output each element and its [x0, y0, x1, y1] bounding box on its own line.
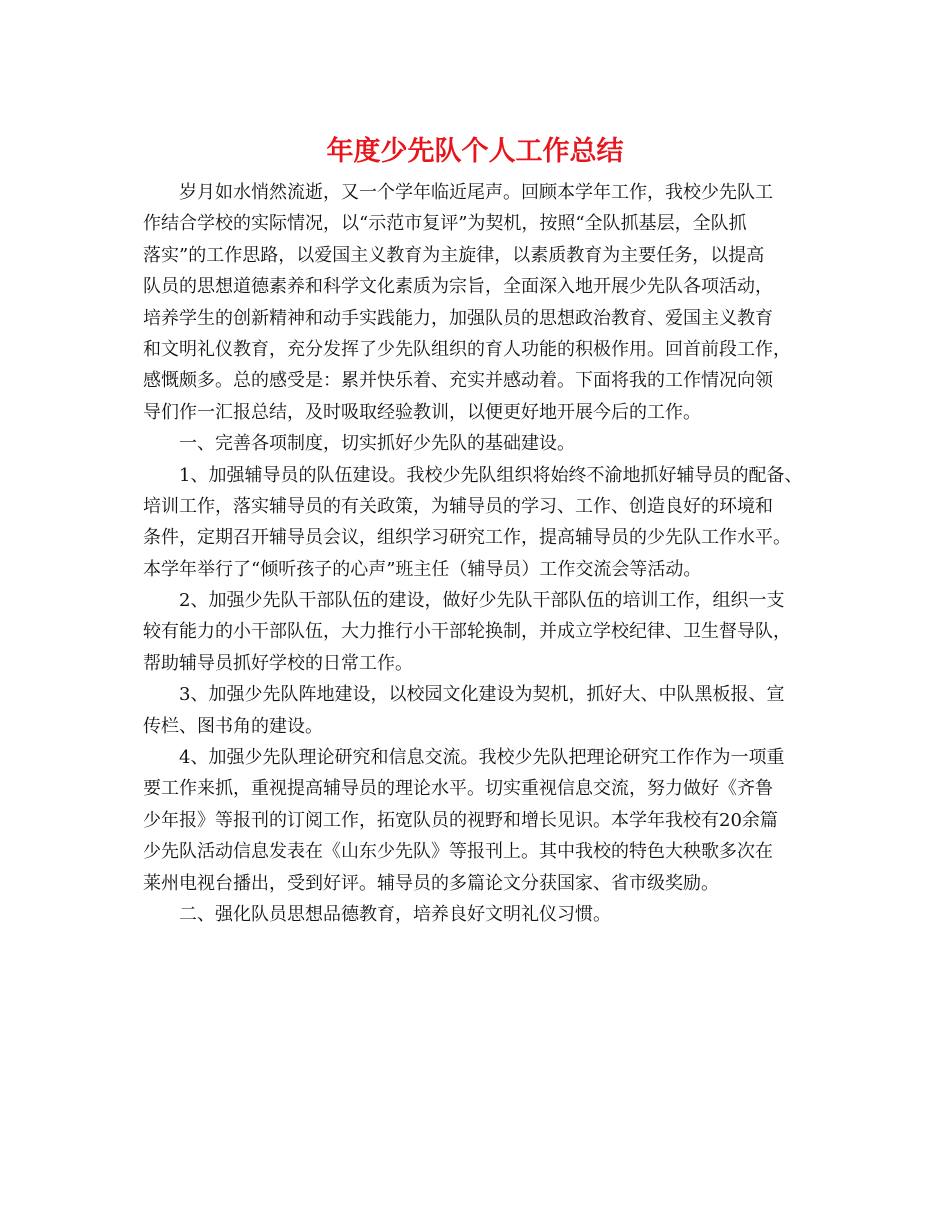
paragraph-line: 培训工作，落实辅导员的有关政策，为辅导员的学习、工作、创造良好的环境和 — [143, 495, 773, 517]
document-title: 年度少先队个人工作总结 — [326, 136, 624, 167]
paragraph-line: 少先队活动信息发表在《山东少先队》等报刊上。其中我校的特色大秧歌多次在 — [143, 841, 773, 863]
paragraph-line: 帮助辅导员抓好学校的日常工作。 — [143, 652, 413, 674]
paragraph-line: 少年报》等报刊的订阅工作，拓宽队员的视野和增长见识。本学年我校有20余篇 — [143, 809, 778, 831]
paragraph-line: 本学年举行了“倾听孩子的心声”班主任（辅导员）工作交流会等活动。 — [143, 558, 702, 580]
paragraph-line: 岁月如水悄然流逝，又一个学年临近尾声。回顾本学年工作，我校少先队工 — [179, 182, 773, 203]
section-heading: 一、完善各项制度，切实抓好少先队的基础建设。 — [179, 433, 575, 455]
paragraph-line: 要工作来抓，重视提高辅导员的理论水平。切实重视信息交流，努力做好《齐鲁 — [143, 778, 773, 800]
paragraph-line: 较有能力的小干部队伍，大力推行小干部轮换制，并成立学校纪律、卫生督导队， — [143, 621, 791, 643]
paragraph-line: 莱州电视台播出，受到好评。辅导员的多篇论文分获国家、省市级奖励。 — [143, 872, 719, 894]
paragraph-line: 和文明礼仪教育，充分发挥了少先队组织的育人功能的积极作用。回首前段工作， — [143, 338, 791, 360]
paragraph-line: 传栏、图书角的建设。 — [143, 715, 323, 737]
paragraph-line: 条件，定期召开辅导员会议，组织学习研究工作，提高辅导员的少先队工作水平。 — [143, 527, 791, 549]
paragraph-line: 作结合学校的实际情况，以“示范市复评”为契机，按照“全队抓基层，全队抓 — [143, 213, 747, 235]
paragraph-line: 3、加强少先队阵地建设，以校园文化建设为契机，抓好大、中队黑板报、宣 — [179, 684, 785, 706]
paragraph-line: 2、加强少先队干部队伍的建设，做好少先队干部队伍的培训工作，组织一支 — [179, 590, 785, 612]
paragraph-line: 培养学生的创新精神和动手实践能力，加强队员的思想政治教育、爱国主义教育 — [143, 307, 773, 329]
paragraph-line: 4、加强少先队理论研究和信息交流。我校少先队把理论研究工作作为一项重 — [179, 747, 785, 769]
paragraph-line: 落实”的工作思路，以爱国主义教育为主旋律，以素质教育为主要任务，以提高 — [143, 244, 765, 266]
paragraph-line: 导们作一汇报总结，及时吸取经验教训，以便更好地开展今后的工作。 — [143, 401, 701, 423]
section-heading: 二、强化队员思想品德教育，培养良好文明礼仪习惯。 — [179, 903, 611, 925]
paragraph-line: 1、加强辅导员的队伍建设。我校少先队组织将始终不渝地抓好辅导员的配备、 — [179, 464, 803, 486]
paragraph-line: 感慨颇多。总的感受是：累并快乐着、充实并感动着。下面将我的工作情况向领 — [143, 370, 773, 392]
document-body — [143, 177, 815, 930]
paragraph-line: 队员的思想道德素养和科学文化素质为宗旨，全面深入地开展少先队各项活动， — [143, 276, 773, 298]
